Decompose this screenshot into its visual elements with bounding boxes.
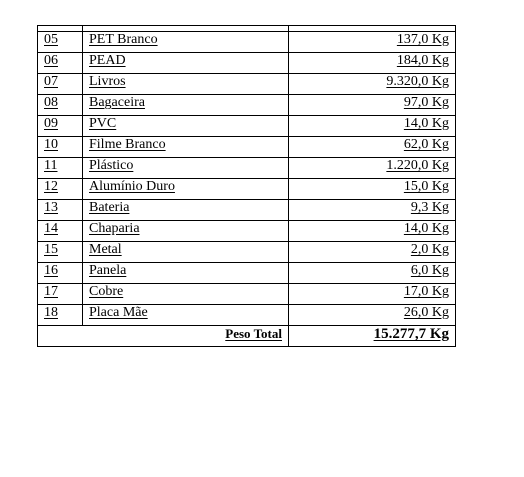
item-code: 06 [38,53,83,74]
materials-weight-table [37,25,456,347]
item-material: Plástico [83,158,289,179]
table-row [38,284,456,305]
item-weight: 17,0 Kg [289,284,456,305]
item-weight: 14,0 Kg [289,116,456,137]
item-code: 15 [38,242,83,263]
item-weight: 9,3 Kg [289,200,456,221]
item-material: Chaparia [83,221,289,242]
item-weight: 6,0 Kg [289,263,456,284]
item-material: PVC [83,116,289,137]
total-value: 15.277,7 Kg [289,326,456,347]
total-label: Peso Total [38,326,289,347]
item-code: 10 [38,137,83,158]
item-material: Cobre [83,284,289,305]
table-row [38,95,456,116]
item-weight: 1.220,0 Kg [289,158,456,179]
item-code: 11 [38,158,83,179]
table-row [38,179,456,200]
item-weight: 137,0 Kg [289,32,456,53]
item-code: 14 [38,221,83,242]
item-weight: 62,0 Kg [289,137,456,158]
item-material: Alumínio Duro [83,179,289,200]
item-code: 05 [38,32,83,53]
item-material: Bagaceira [83,95,289,116]
table-row [38,74,456,95]
item-weight: 184,0 Kg [289,53,456,74]
item-material: Placa Mãe [83,305,289,326]
item-material: Metal [83,242,289,263]
table-row [38,221,456,242]
table-row [38,158,456,179]
item-weight: 15,0 Kg [289,179,456,200]
item-material: Panela [83,263,289,284]
table-row [38,53,456,74]
table-row [38,116,456,137]
item-weight: 9.320,0 Kg [289,74,456,95]
table-body [38,26,456,347]
item-code: 07 [38,74,83,95]
item-material: Livros [83,74,289,95]
table-row [38,242,456,263]
item-weight: 97,0 Kg [289,95,456,116]
item-weight: 2,0 Kg [289,242,456,263]
item-weight: 14,0 Kg [289,221,456,242]
item-code: 13 [38,200,83,221]
table-row [38,137,456,158]
item-code: 17 [38,284,83,305]
item-code: 08 [38,95,83,116]
item-material: PET Branco [83,32,289,53]
item-material: Bateria [83,200,289,221]
document-page [37,25,455,347]
item-code: 18 [38,305,83,326]
item-code: 16 [38,263,83,284]
table-row [38,32,456,53]
item-material: Filme Branco [83,137,289,158]
item-code: 09 [38,116,83,137]
item-code: 12 [38,179,83,200]
item-weight: 26,0 Kg [289,305,456,326]
item-material: PEAD [83,53,289,74]
table-row [38,305,456,326]
total-row [38,326,456,347]
table-row [38,200,456,221]
table-row [38,263,456,284]
